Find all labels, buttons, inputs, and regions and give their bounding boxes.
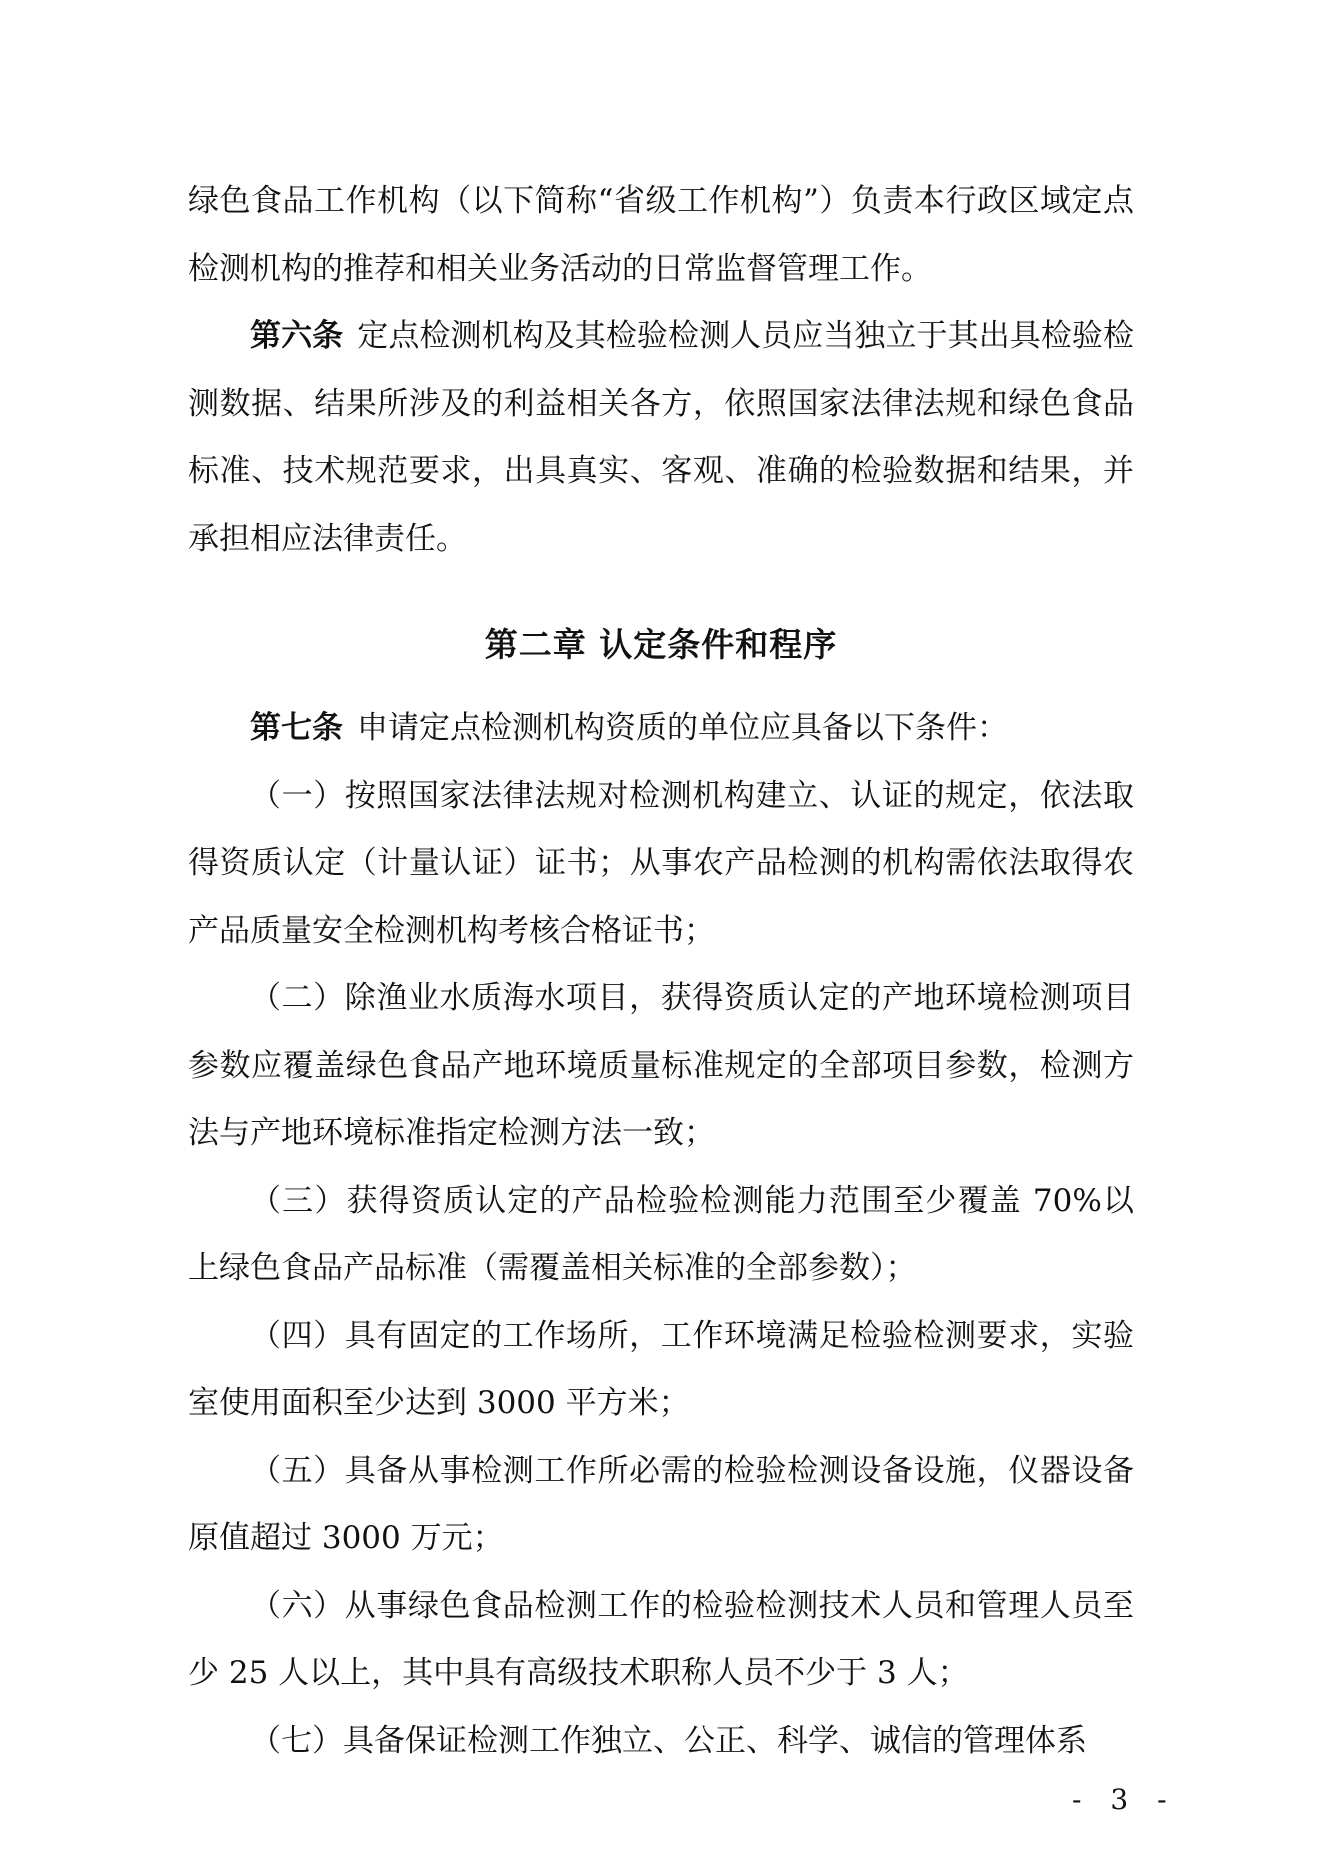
page-number: - 3 - (1072, 1783, 1177, 1816)
condition-item-5: （五）具备从事检测工作所必需的检验检测设备设施，仪器设备原值超过 3000 万元； (188, 1452, 1134, 1556)
condition-item-6: （六）从事绿色食品检测工作的检验检测技术人员和管理人员至少 25 人以上，其中具有高级技术职称人员不少于 3 人； (188, 1587, 1134, 1691)
continuation-paragraph: 绿色食品工作机构（以下简称“省级工作机构”）负责本行政区域定点检测机构的推荐和相关业务活动的日常监督管理工作。 (188, 183, 1134, 287)
article-7-text: 申请定点检测机构资质的单位应具备以下条件： (357, 710, 1008, 746)
document-body (188, 168, 1134, 1775)
chapter-title: 第二章 认定条件和程序 (484, 625, 838, 664)
condition-item-3: （三）获得资质认定的产品检验检测能力范围至少覆盖 70%以上绿色食品产品标准（需覆盖相关标准的全部参数）； (188, 1182, 1134, 1286)
condition-item-4: （四）具有固定的工作场所，工作环境满足检验检测要求，实验室使用面积至少达到 3000 平方米； (188, 1317, 1134, 1421)
article-7-label: 第七条 (250, 710, 343, 746)
article-7-paragraph (188, 695, 1134, 763)
condition-item-7: （七）具备保证检测工作独立、公正、科学、诚信的管理体系 (250, 1722, 1087, 1759)
article-6-text: 定点检测机构及其检验检测人员应当独立于其出具检验检测数据、结果所涉及的利益相关各方，依照国家法律法规和绿色食品标准、技术规范要求，出具真实、客观、准确的检验数据和结果，并承担相应法律责任。 (188, 318, 1135, 557)
article-6-paragraph (188, 303, 1134, 573)
condition-item-1: （一）按照国家法律法规对检测机构建立、认证的规定，依法取得资质认定（计量认证）证书；从事农产品检测的机构需依法取得农产品质量安全检测机构考核合格证书； (188, 777, 1134, 949)
condition-item-2: （二）除渔业水质海水项目，获得资质认定的产地环境检测项目参数应覆盖绿色食品产地环境质量标准规定的全部项目参数，检测方法与产地环境标准指定检测方法一致； (188, 980, 1134, 1151)
article-6-label: 第六条 (250, 318, 344, 354)
